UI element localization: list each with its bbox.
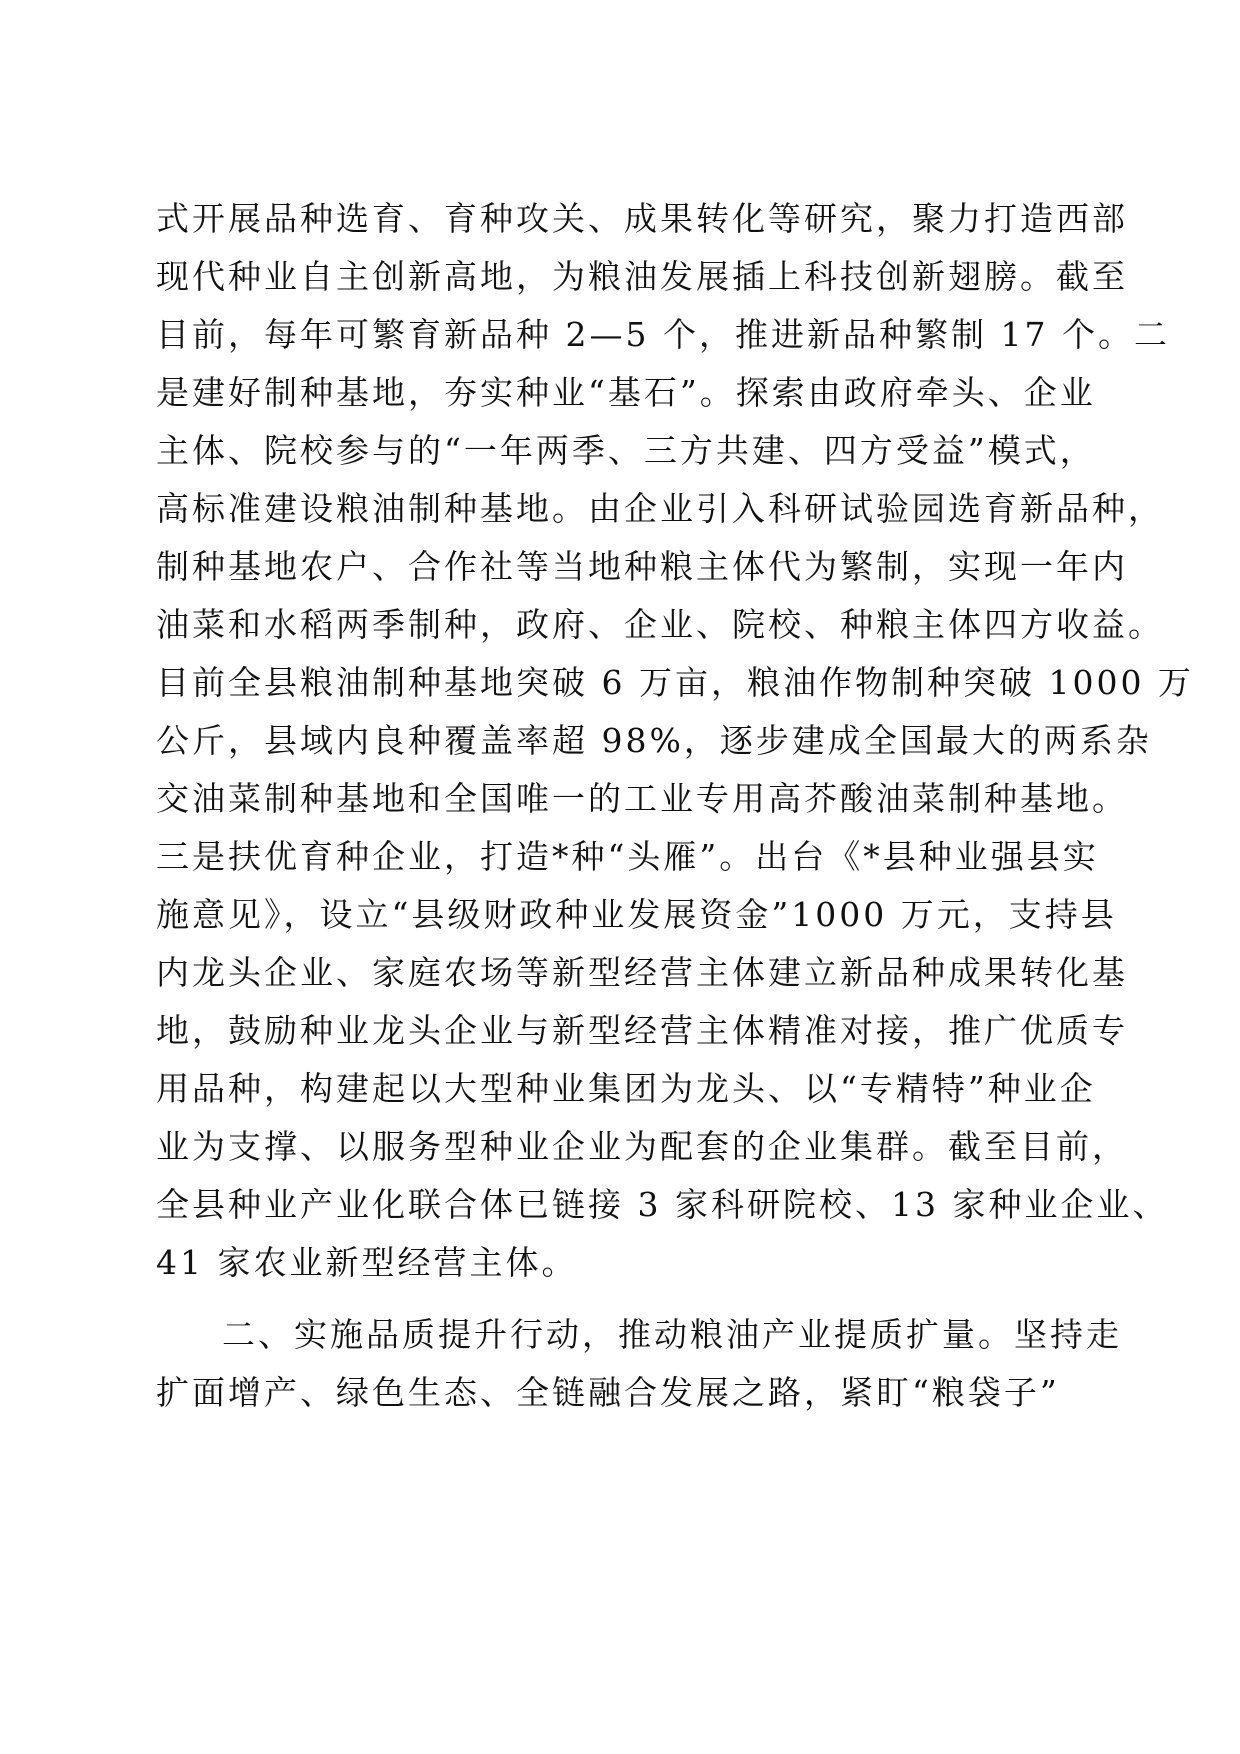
text-line: 目前全县粮油制种基地突破 6 万亩，粮油作物制种突破 1000 万 (156, 663, 1194, 702)
text-line: 制种基地农户、合作社等当地种粮主体代为繁制，实现一年内 (156, 547, 1128, 586)
text-line: 公斤，县域内良种覆盖率超 98%，逐步建成全国最大的两系杂 (156, 721, 1152, 760)
text-line: 交油菜制种基地和全国唯一的工业专用高芥酸油菜制种基地。 (156, 779, 1128, 818)
text-line: 高标准建设粮油制种基地。由企业引入科研试验园选育新品种， (156, 489, 1164, 528)
paragraph-gap (156, 1292, 1116, 1306)
text-line: 全县种业产业化联合体已链接 3 家科研院校、13 家种业企业、 (156, 1185, 1169, 1224)
text-line: 是建好制种基地，夯实种业“基石”。探索由政府牵头、企业 (156, 373, 1096, 412)
text-line: 主体、院校参与的“一年两季、三方共建、四方受益”模式， (156, 431, 1096, 470)
text-line: 扩面增产、绿色生态、全链融合发展之路，紧盯“粮袋子” (156, 1373, 1060, 1412)
document-body (156, 190, 1194, 1422)
text-line: 41 家农业新型经营主体。 (156, 1243, 578, 1282)
text-line: 现代种业自主创新高地，为粮油发展插上科技创新翅膀。截至 (156, 257, 1128, 296)
text-line: 用品种，构建起以大型种业集团为龙头、以“专精特”种业企 (156, 1069, 1096, 1108)
text-line: 三是扶优育种企业，打造*种“头雁”。出台《*县种业强县实 (156, 837, 1099, 876)
text-line: 目前，每年可繁育新品种 2—5 个，推进新品种繁制 17 个。二 (156, 315, 1170, 354)
text-line: 内龙头企业、家庭农场等新型经营主体建立新品种成果转化基 (156, 953, 1128, 992)
text-line: 油菜和水稻两季制种，政府、企业、院校、种粮主体四方收益。 (156, 605, 1164, 644)
text-line: 业为支撑、以服务型种业企业为配套的企业集群。截至目前， (156, 1127, 1128, 1166)
text-line: 地，鼓励种业龙头企业与新型经营主体精准对接，推广优质专 (156, 1011, 1128, 1050)
text-line: 施意见》，设立“县级财政种业发展资金”1000 万元，支持县 (156, 895, 1117, 934)
section-heading-line: 二、实施品质提升行动，推动粮油产业提质扩量。坚持走 (222, 1315, 1122, 1354)
text-line: 式开展品种选育、育种攻关、成果转化等研究，聚力打造西部 (156, 199, 1128, 238)
